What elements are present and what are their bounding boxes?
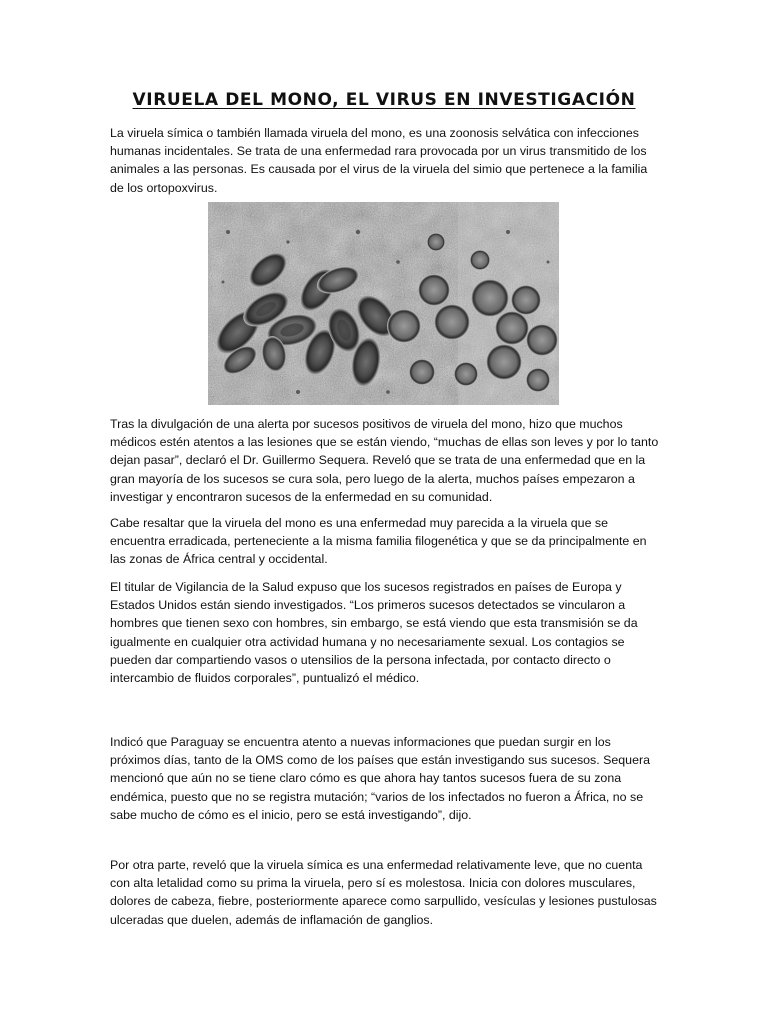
document-title: VIRUELA DEL MONO, EL VIRUS EN INVESTIGACIÓN: [132, 90, 636, 110]
paragraph-paraguay: Indicó que Paraguay se encuentra atento a nuevas informaciones que puedan surgir en los próximos días, tanto de la OMS como de los países que están investigando sus sucesos. Sequera mencionó que aún no se tiene claro cómo es que ahora hay tantos sucesos fuera de su zona endémica, puesto que no se registra mutación; “varios de los infectados no fueron a África, no se sabe mucho de cómo es el inicio, pero se está investigando”, dijo.: [110, 735, 650, 822]
paragraph-similarity: Cabe resaltar que la viruela del mono es una enfermedad muy parecida a la viruela que se encuentra erradicada, perteneciente a la misma familia filogenética y que se da principalmente en las zonas de África central y occidental.: [110, 516, 647, 567]
paragraph-intro: La viruela símica o también llamada viruela del mono, es una zoonosis selvática con infecciones humanas incidentales. Se trata de una enfermedad rara provocada por un virus transmitido de los animales a las personas. Es causada por el virus de la viruela del simio que pertenece a la familia de los ortopoxvirus.: [110, 126, 648, 195]
paragraph-symptoms: Por otra parte, reveló que la viruela símica es una enfermedad relativamente leve, que no cuenta con alta letalidad como su prima la viruela, pero sí es molestosa. Inicia con dolores musculares, dolores de cabeza, fiebre, posteriormente aparece como sarpullido, vesículas y lesiones pustulosas ulceradas que duelen, además de inflamación de ganglios.: [110, 858, 657, 927]
paragraph-surveillance: El titular de Vigilancia de la Salud expuso que los sucesos registrados en países de Europa y Estados Unidos están siendo investigados. “Los primeros sucesos detectados se vincularon a hombres que tienen sexo con hombres, sin embargo, se está viendo que esta transmisión se da igualmente en cualquier otra actividad humana y no necesariamente sexual. Los contagios se pueden dar compartiendo vasos o utensilios de la persona infectada, por contacto directo o intercambio de fluidos corporales”, puntualizó el médico.: [110, 580, 638, 686]
micrograph-drawing: [208, 202, 559, 405]
virus-micrograph-image: [208, 202, 559, 405]
paragraph-alert: Tras la divulgación de una alerta por sucesos positivos de viruela del mono, hizo que muchos médicos estén atentos a las lesiones que se están viendo, “muchas de ellas son leves y por lo tanto dejan pasar”, declaró el Dr. Guillermo Sequera. Reveló que se trata de una enfermedad que en la gran mayoría de los sucesos se cura sola, pero luego de la alerta, muchos países empezaron a investigar y encontraron sucesos de la enfermedad en su comunidad.: [110, 417, 659, 504]
